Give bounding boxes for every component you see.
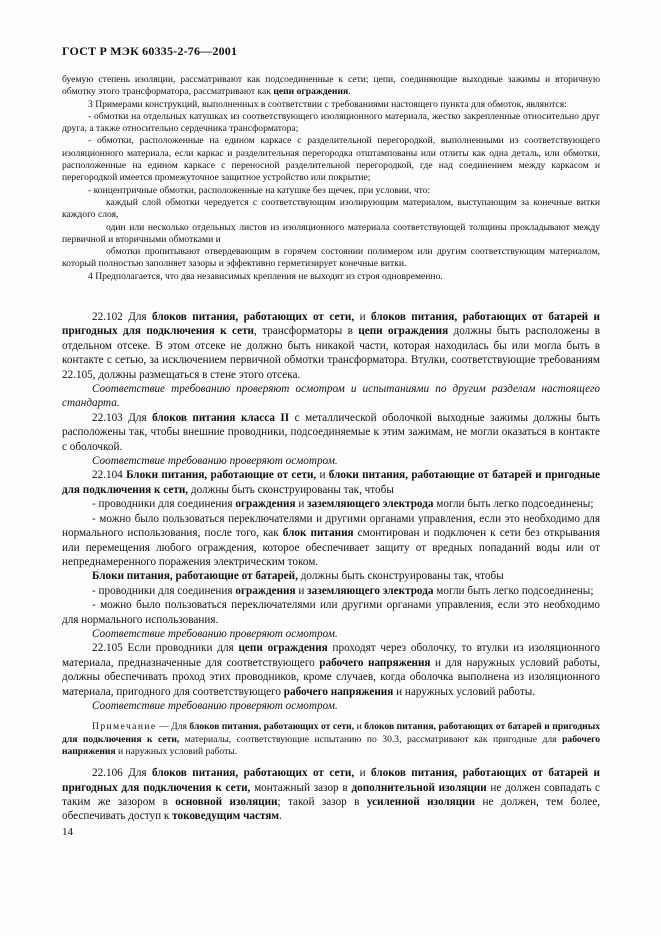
sub-item: один или несколько отдельных листов из изоляционного материала соответствующей толщины прокладывают между первичной и вторичными обмотками и bbox=[62, 221, 600, 245]
list-item: - обмотки на отдельных катушках из соответствующего изоляционного материала, жестко закрепленные относительно друг друга, а также относительно сердечника трансформатора; bbox=[62, 110, 600, 135]
sub-item: обмотки пропитывают отвердевающим в горячем состоянии полимером или другим соответствующим материалом, который полностью заполняет зазоры и эффективно герметизирует конечные витки. bbox=[62, 246, 600, 270]
clause-22-105: 22.105 Если проводники для цепи ограждения проходят через оболочку, то втулки из изоляционного материала, предназначенные для соответствующего рабочего напряжения и для наружных условий работы, должны обеспечивать проход этих проводников, кроме случаев, когда оболочка выполнена из изоляционного материала, пригодного для соответствующего рабочего напряжения и наружных условий работы. bbox=[62, 642, 600, 698]
clause-22-102: 22.102 Для блоков питания, работающих от сети, и блоков питания, работающих от батарей и пригодных для подключения к сети, трансформаторы в цепи ограждения должны быть расположены в отдельном отсеке. В этом отсеке не должно быть никакой части, которая находилась бы или могла быть в контакте с сетью, за исключением первичной обмотки трансформатора. Втулки, соответствующие требованиям 22.105, должны размещаться в стене этого отсека. bbox=[62, 311, 600, 381]
compliance-text: Соответствие требованию проверяют осмотром. bbox=[92, 627, 338, 640]
list-item: - проводники для соединения ограждения и заземляющего электрода могли быть легко подсоединены; bbox=[92, 584, 594, 597]
compliance-text: Соответствие требованию проверяют осмотром и испытаниями по другим разделам настоящего стандарта. bbox=[62, 383, 600, 410]
sub-item: каждый слой обмотки чередуется с соответствующим изолирующим материалом, выступающим за конечные витки каждого слоя, bbox=[62, 196, 600, 221]
note-4: 4 Предполагается, что два независимых крепления не выходят из строя одновременно. bbox=[88, 270, 443, 282]
clause-22-104: 22.104 Блоки питания, работающие от сети, и блоки питания, работающие от батарей и пригодные для подключения к сети, должны быть сконструированы так, чтобы bbox=[62, 469, 600, 496]
main-text bbox=[62, 310, 600, 824]
compliance-text: Соответствие требованию проверяют осмотром. bbox=[92, 699, 338, 712]
list-item: - проводники для соединения ограждения и заземляющего электрода могли быть легко подсоединены; bbox=[92, 498, 594, 511]
compliance-text: Соответствие требованию проверяют осмотром. bbox=[92, 455, 338, 468]
note-paragraph: Примечание — Для блоков питания, работающих от сети, и блоков питания, работающих от батарей и пригодных для подключения к сети, материалы, соответствующие испытанию по 30.3, рассматривают как пригодные для рабочего напряжения и наружных условий работы. bbox=[62, 721, 600, 757]
list-item: - концентричные обмотки, расположенные на катушке без щечек, при условии, что: bbox=[88, 184, 431, 196]
notes-block bbox=[62, 74, 600, 283]
list-item: - можно было пользоваться переключателями или другими органами управления, если это необходимо для нормального использования. bbox=[62, 599, 600, 626]
list-item: - обмотки, расположенные на едином каркасе с разделительной перегородкой, выполненными из соответствующего изоляционного материала, если каркас и разделительная перегородка отштампованы или отлиты как одна деталь, или обмотки, расположенные на едином каркасе с переносной разделительной перегородкой, где над соединением между каркасом и перегородкой имеется промежуточное защитное устройство или покрытие; bbox=[62, 135, 600, 184]
paragraph: Блоки питания, работающие от батарей, должны быть сконструированы так, чтобы bbox=[92, 570, 504, 583]
clause-22-106: 22.106 Для блоков питания, работающих от сети, и блоков питания, работающих от батарей и пригодных для подключения к сети, монтажный зазор в дополнительной изоляции не должен совпадать с таким же зазором в основной изоляции; такой зазор в усиленной изоляции не должен, тем более, обеспечивать доступ к токоведущим частям. bbox=[62, 767, 601, 823]
note-3: 3 Примерами конструкций, выполненных в соответствии с требованиями настоящего пункта для обмоток, являются: bbox=[88, 98, 567, 110]
clause-22-103: 22.103 Для блоков питания класса II с металлической оболочкой выходные зажимы должны быть расположены так, чтобы внешние проводники, подсоединяемые к этим зажимам, не могли оказаться в контакте с оболочкой. bbox=[62, 411, 600, 453]
page-number: 14 bbox=[62, 826, 73, 838]
paragraph: буемую степень изоляции, рассматривают как подсоединенные к сети; цепи, соединяющие выходные зажимы и вторичную обмотку этого трансформатора, рассматривают как цепи ограждения. bbox=[62, 74, 600, 98]
page-header: ГОСТ Р МЭК 60335-2-76—2001 bbox=[62, 44, 238, 58]
list-item: - можно было пользоваться переключателями и другими органами управления, если это необходимо для нормального использования, после того, как блок питания смонтирован и подключен к сети без открывания или перемещения любого ограждения, которое обеспечивает защиту от вредных попаданий воды или от непреднамеренного поражения электрическим током. bbox=[62, 512, 600, 568]
